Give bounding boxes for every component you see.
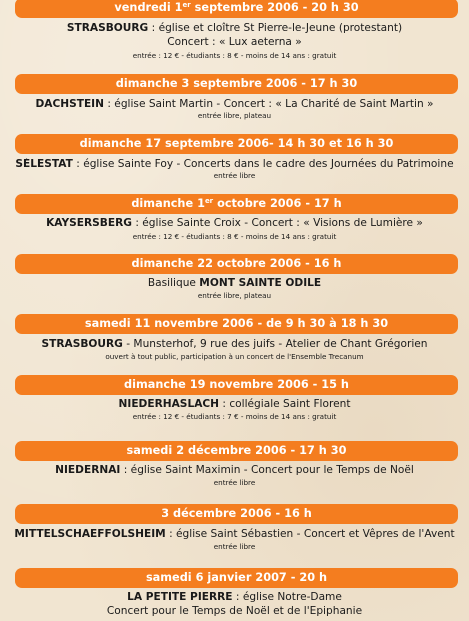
admission-info: entrée : 12 € - étudiants : 8 € - moins de 14 ans : gratuit (132, 232, 337, 241)
date-bar: dimanche 22 octobre 2006 - 16 h (15, 254, 458, 274)
venue-line (0, 398, 469, 411)
admission-info: entrée libre, plateau (197, 291, 272, 300)
date-bar: samedi 11 novembre 2006 - de 9 h 30 à 18 h 30 (15, 314, 458, 334)
venue-text: : église et cloître St Pierre-le-Jeune (protestant) (148, 22, 403, 34)
date-bar: dimanche 17 septembre 2006- 14 h 30 et 16 h 30 (15, 134, 458, 154)
venue-text: : église Saint Sébastien - Concert et Vêpres de l'Avent (165, 528, 455, 540)
admission-info: ouvert à tout public, participation à un concert de l'Ensemble Trecanum (105, 352, 364, 361)
venue-line (0, 464, 469, 477)
venue-line (0, 217, 469, 230)
town-name: STRASBOURG (41, 338, 123, 350)
venue-line (0, 22, 469, 35)
venue-text: : église Saint Martin - Concert : « La Charité de Saint Martin » (104, 98, 434, 110)
venue-text: : église Sainte Croix - Concert : « Visions de Lumière » (131, 217, 423, 229)
venue-line (0, 277, 469, 290)
town-name: LA PETITE PIERRE (127, 591, 233, 603)
town-name: DACHSTEIN (35, 98, 104, 110)
venue-line (0, 338, 469, 351)
date-bar: samedi 2 décembre 2006 - 17 h 30 (15, 441, 458, 461)
date-text: vendredi 1 (114, 1, 183, 14)
date-bar: samedi 6 janvier 2007 - 20 h (15, 568, 458, 588)
concert-title-line: Concert pour le Temps de Noël et de l'Epiphanie (106, 605, 363, 617)
town-name: KAYSERSBERG (46, 217, 132, 229)
town-name: NIEDERHASLACH (118, 398, 220, 410)
concert-title-line: Concert : « Lux aeterna » (167, 36, 302, 48)
date-text-rest: septembre 2006 - 20 h 30 (190, 1, 359, 14)
place-name: MONT SAINTE ODILE (199, 277, 322, 289)
admission-info: entrée libre, plateau (197, 111, 272, 120)
date-text: dimanche 1 (131, 197, 205, 210)
date-bar: 3 décembre 2006 - 16 h (15, 504, 458, 524)
date-superscript: er (182, 1, 191, 9)
venue-text: : église Saint Maximin - Concert pour le Temps de Noël (120, 464, 414, 476)
venue-text: - Munsterhof, 9 rue des juifs - Atelier de Chant Grégorien (122, 338, 428, 350)
admission-info: entrée : 12 € - étudiants : 7 € - moins de 14 ans : gratuit (132, 412, 337, 421)
venue-text: : collégiale Saint Florent (219, 398, 351, 410)
admission-info: entrée libre (213, 542, 256, 551)
venue-text: : église Sainte Foy - Concerts dans le cadre des Journées du Patrimoine (72, 158, 454, 170)
date-superscript: er (204, 197, 214, 205)
venue-line (0, 158, 469, 171)
town-name: STRASBOURG (66, 22, 149, 34)
venue-line (0, 98, 469, 111)
date-bar (15, 0, 458, 18)
venue-line (0, 528, 469, 541)
date-text-rest: octobre 2006 - 17 h (213, 197, 342, 210)
town-name: SÉLESTAT (15, 158, 73, 170)
date-bar: dimanche 3 septembre 2006 - 17 h 30 (15, 74, 458, 94)
date-bar: dimanche 19 novembre 2006 - 15 h (15, 375, 458, 395)
admission-info: entrée libre (213, 171, 256, 180)
venue-text: : église Notre-Dame (232, 591, 342, 603)
town-name: MITTELSCHAEFFOLSHEIM (14, 528, 166, 540)
venue-line (0, 591, 469, 604)
admission-info: entrée libre (213, 478, 256, 487)
date-bar (15, 194, 458, 214)
town-name: NIEDERNAI (55, 464, 121, 476)
admission-info: entrée : 12 € - étudiants : 8 € - moins de 14 ans : gratuit (132, 51, 337, 60)
venue-prefix: Basilique (147, 277, 200, 289)
